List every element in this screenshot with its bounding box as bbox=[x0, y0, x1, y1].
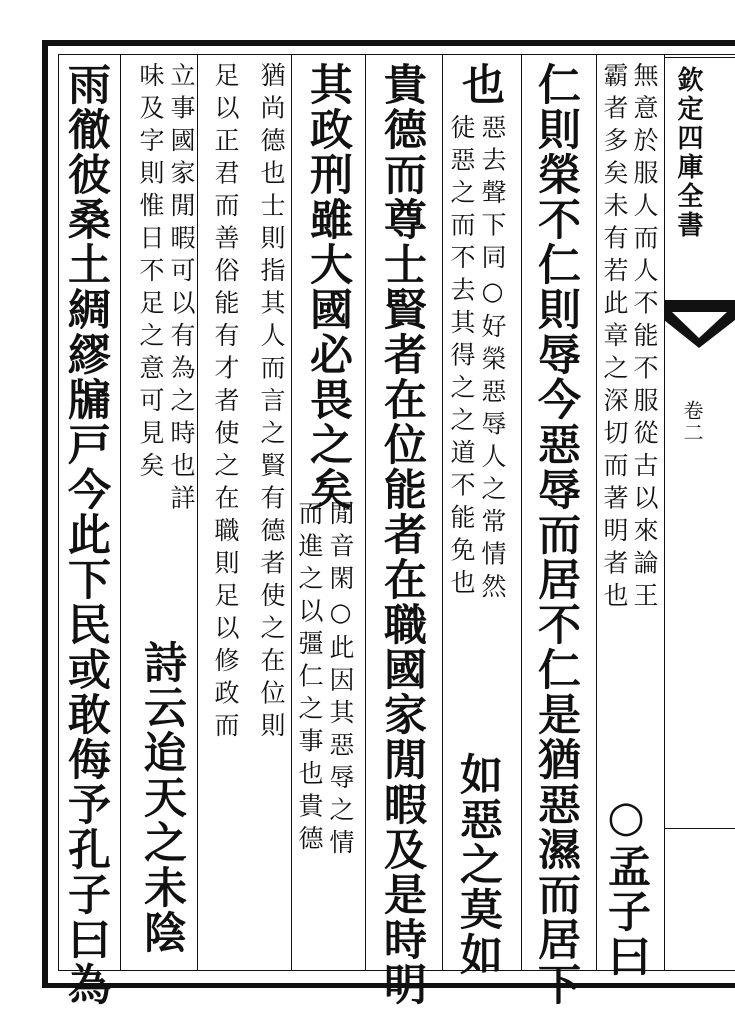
commentary-column-8: 閒音閑○此因其惡辱之情 bbox=[326, 500, 355, 862]
text-column-8: 其政刑雖大國必畏之矣 bbox=[303, 62, 353, 512]
commentary-column-10: 猶尚德也士則指其人而言之賢有德者使之在位則 bbox=[257, 62, 286, 745]
commentary-column-12: 立事國家閒暇可以有為之時也詳 bbox=[167, 62, 196, 517]
text-column-5-start: 也 bbox=[455, 62, 505, 107]
commentary-column-11: 足以正君而善俗能有才者使之在職則足以修政而 bbox=[211, 62, 240, 745]
column-rule bbox=[596, 55, 597, 970]
column-rule bbox=[197, 55, 198, 970]
text-column-14: 雨徹彼桑土綢繆牖戸今此下民或敢侮予孔子曰為 bbox=[61, 62, 111, 1007]
commentary-column-1: 無意於服人而人不能不服從古以來論王 bbox=[630, 62, 659, 615]
column-rule bbox=[442, 55, 443, 970]
commentary-column-13: 味及字則惟日不足之意可見矣 bbox=[136, 62, 165, 485]
text-column-7: 貴德而尊士賢者在位能者在職國家閒暇及是時明 bbox=[377, 62, 427, 1007]
fish-tail-mark-icon bbox=[664, 300, 735, 370]
commentary-column-6: 徒惡之而不去其得之之道不能免也 bbox=[447, 114, 476, 602]
commentary-column-9: 而進之以彊仁之事也貴德 bbox=[295, 500, 324, 858]
text-column-6-end: 如惡之莫如 bbox=[453, 752, 503, 977]
commentary-column-2: 霸者多矣未有若此章之深切而著明者也 bbox=[600, 62, 629, 615]
text-column-mencius-says: ○孟子曰 bbox=[601, 792, 651, 979]
gutter-line bbox=[664, 828, 735, 829]
text-column-poem: 詩云迨天之未陰 bbox=[137, 640, 187, 955]
book-title: 欽定四庫全書 bbox=[673, 66, 703, 240]
column-rule bbox=[521, 55, 522, 970]
column-rule bbox=[291, 55, 292, 970]
text-column-4: 仁則榮不仁則辱今惡辱而居不仁是猶惡濕而居下 bbox=[531, 62, 581, 1007]
commentary-column-5: 惡去聲下同○好榮惡辱人之常情然 bbox=[478, 114, 507, 606]
column-rule bbox=[120, 55, 121, 970]
volume-number: 卷二 bbox=[680, 400, 704, 444]
column-rule bbox=[365, 55, 366, 970]
